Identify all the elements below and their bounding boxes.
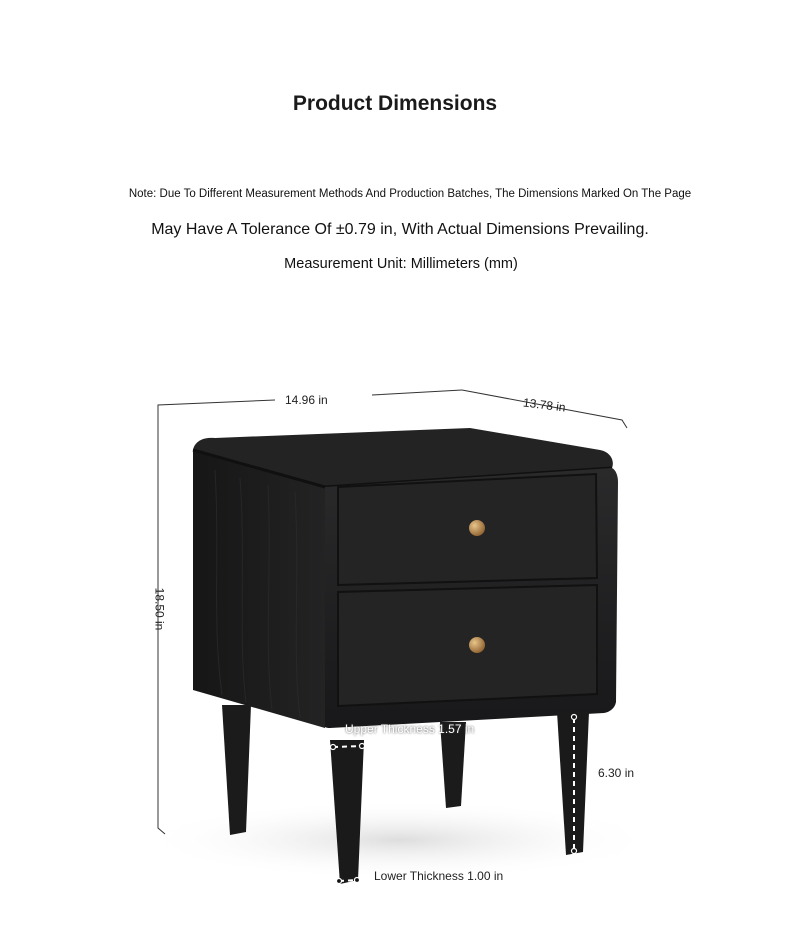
leg-height-label: 6.30 in bbox=[598, 766, 635, 780]
height-label: 18.50 in bbox=[152, 587, 167, 631]
depth-label: 13.78 in bbox=[522, 395, 567, 415]
width-label: 14.96 in bbox=[285, 393, 328, 407]
upper-knob bbox=[469, 520, 485, 536]
upper-drawer bbox=[338, 474, 597, 585]
page-title: Product Dimensions bbox=[292, 92, 498, 115]
lower-thickness-label: Lower Thickness 1.00 in bbox=[374, 869, 504, 883]
tolerance-note-line2: May Have A Tolerance Of ±0.79 in, With Actual Dimensions Prevailing. bbox=[151, 221, 649, 238]
upper-thickness-label: Upper Thickness 1.57 in bbox=[345, 722, 475, 736]
measurement-unit: Measurement Unit: Millimeters (mm) bbox=[284, 256, 518, 272]
lower-knob bbox=[469, 637, 485, 653]
side-panel bbox=[193, 450, 325, 728]
lower-drawer bbox=[338, 585, 597, 706]
tolerance-note-line1: Note: Due To Different Measurement Methods And Production Batches, The Dimensions Marked On The Page bbox=[128, 188, 692, 200]
